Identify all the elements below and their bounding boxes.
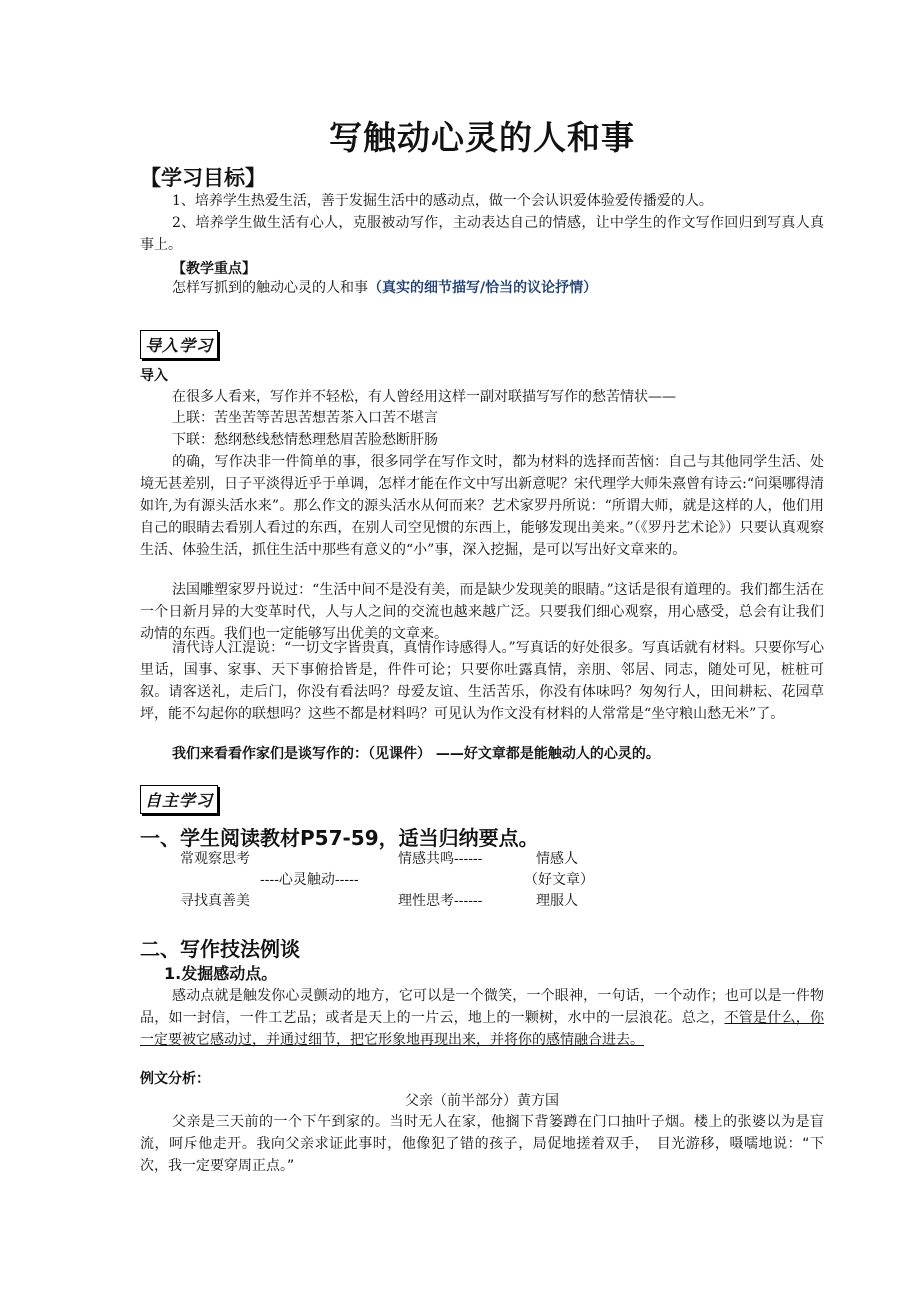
subsection-heading-1: 1.发掘感动点。 [164, 964, 278, 983]
example-label: 例文分析： [140, 1071, 210, 1087]
diagram-right-bottom: 理服人 [536, 893, 578, 909]
technique-underlined: 不管是什么，你一定要被它感动过，并通过细节，把它形象地再现出来，并将你的感情融合进去。 [140, 1010, 825, 1048]
diagram-left-top: 常观察思考 [180, 851, 250, 867]
goal-item-1: 1、培养学生热爱生活，善于发掘生活中的感动点，做一个会认识爱体验爱传播爱的人。 [172, 193, 713, 209]
page-title: 写触动心灵的人和事 [329, 118, 635, 157]
intro-paragraph-5: 我们来看看作家们是谈写作的：（见课件） ——好文章都是能触动人的心灵的。 [172, 746, 660, 762]
intro-paragraph-3: 法国雕塑家罗丹说过：“生活中间不是没有美，而是缺少发现美的眼睛。”这话是很有道理的。我们都生活在一个日新月异的大变革时代，人与人之间的交流也越来越广泛。只要我们细心观察，用心感受，总会有让我们动情的东西。我们也一定能够写出优美的文章来。 [140, 582, 824, 642]
section-heading-2: 二、写作技法例谈 [140, 937, 300, 961]
technique-text: 感动点就是触发你心灵颤动的地方，它可以是一个微笑，一个眼神，一句话，一个动作；也可以是一件物品，如一封信，一件工艺品；或者是天上的一片云，地上的一颗树，水中的一层浪花。总之， [140, 988, 824, 1026]
goal-item-2: 2、培养学生做生活有心人，克服被动写作，主动表达自己的情感，让中学生的作文写作回归到写真人真事上。 [140, 215, 824, 253]
self-study-box-label: 自主学习 [140, 785, 218, 814]
example-title: 父亲（前半部分）黄方国 [405, 1093, 559, 1109]
focus-line [172, 277, 824, 299]
diagram-right-top: 情感人 [536, 851, 578, 867]
intro-subheading: 导入 [140, 368, 168, 384]
focus-highlight: （真实的细节描写/恰当的议论抒情） [368, 280, 598, 296]
diagram-center: ----心灵触动----- [260, 872, 359, 888]
focus-heading: 【教学重点】 [172, 261, 256, 277]
focus-text: 怎样写抓到的触动心灵的人和事 [172, 280, 368, 296]
couplet-upper: 上联：苦坐苦等苦思苦想苦茶入口苦不堪言 [172, 410, 438, 426]
intro-box-label: 导入学习 [140, 330, 218, 359]
example-text: 父亲是三天前的一个下午到家的。当时无人在家，他搁下背篓蹲在门口抽叶子烟。楼上的张婆以为是盲流，呵斥他走开。我向父亲求证此事时，他像犯了错的孩子，局促地搓着双手， 目光游移，嗫嚅地说：“下次，我一定要穿周正点。” [140, 1114, 824, 1174]
intro-paragraph-2: 的确，写作决非一件简单的事，很多同学在写作文时，都为材料的选择而苦恼：自己与其他同学生活、处境无甚差别，日子平淡得近乎于单调，怎样才能在作文中写出新意呢？宋代理学大师朱熹曾有诗云:“问渠哪得清如许,为有源头活水来”。那么作文的源头活水从何而来？艺术家罗丹所说：“所谓大师，就是这样的人，他们用自己的眼睛去看别人看过的东西，在别人司空见惯的东西上，能够发现出美来。”（《罗丹艺术论》）只要认真观察生活、体验生活，抓住生活中那些有意义的“小”事，深入挖掘，是可以写出好文章来的。 [140, 454, 824, 558]
intro-paragraph-1: 在很多人看来，写作并不轻松，有人曾经用这样一副对联描写写作的愁苦情状—— [172, 389, 676, 405]
diagram-mid-top: 情感共鸣------ [398, 851, 483, 867]
goals-heading: 【学习目标】 [140, 166, 266, 190]
couplet-lower: 下联：愁纲愁线愁情愁理愁眉苦脸愁断肝肠 [172, 432, 438, 448]
intro-paragraph-4: 清代诗人江湜说：“一切文字皆贵真，真情作诗感得人。”写真话的好处很多。写真话就有材料。只要你写心里话，国事、家事、天下事俯拾皆是，件件可论；只要你吐露真情，亲朋、邻居、同志，随处可见，桩桩可叙。请客送礼，走后门，你没有看法吗？母爱友谊、生活苦乐，你没有体味吗？匆匆行人，田间耕耘、花园草坪，能不勾起你的联想吗？这些不都是材料吗？可见认为作文没有材料的人常常是“坐守粮山愁无米”了。 [140, 640, 824, 722]
technique-paragraph [140, 985, 824, 1051]
diagram-left-bottom: 寻找真善美 [180, 893, 250, 909]
diagram-mid-bottom: 理性思考------ [398, 893, 483, 909]
section-heading-1: 一、学生阅读教材P57-59，适当归纳要点。 [140, 826, 539, 850]
diagram-right-mid: （好文章） [524, 872, 594, 888]
